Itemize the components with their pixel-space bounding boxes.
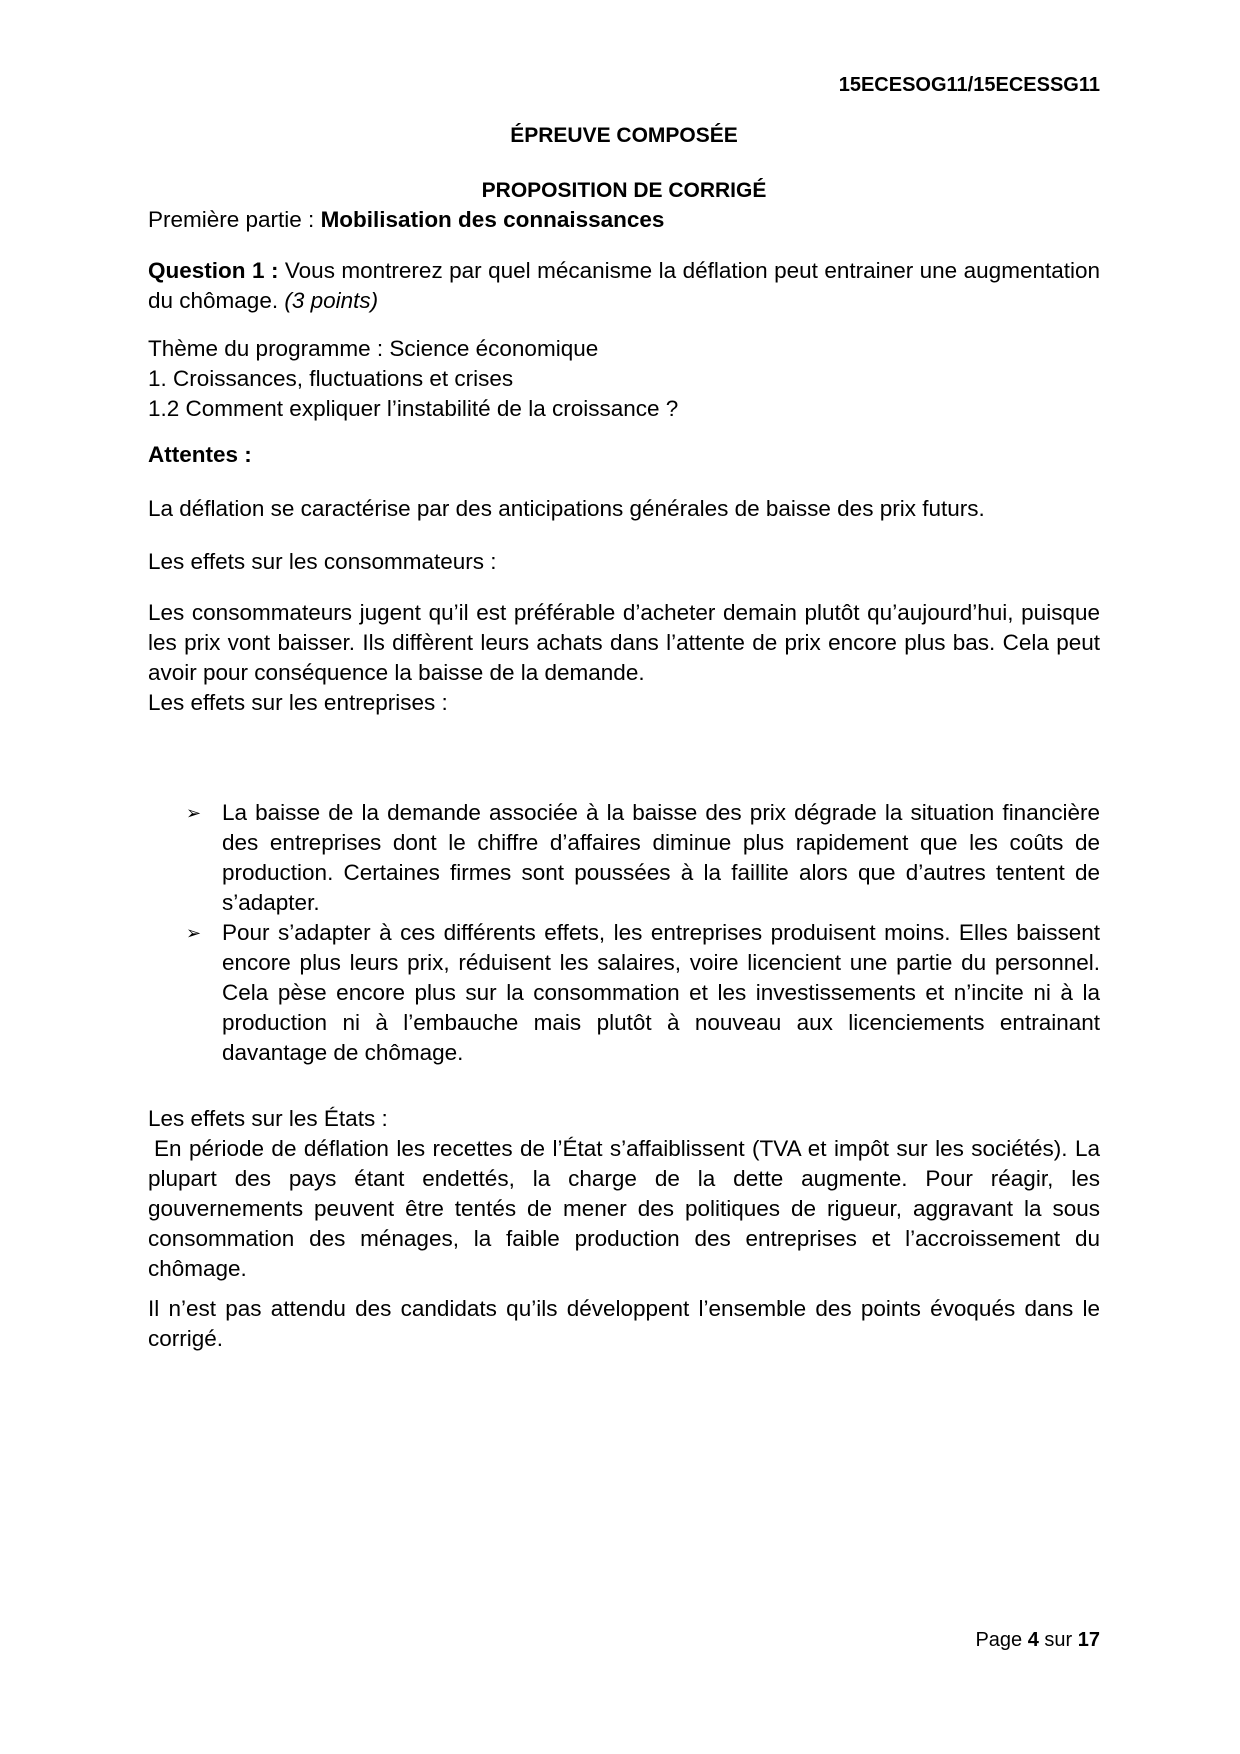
part-name: Mobilisation des connaissances bbox=[320, 207, 665, 232]
page-number: 4 bbox=[1027, 1629, 1039, 1651]
consumers-paragraph: Les consommateurs jugent qu’il est préférable d’acheter demain plutôt qu’aujourd’hui, puisque les prix vont baisser. Ils diffèrent leurs achats dans l’attente de prix encore plus bas. Cela peut avoir pour conséquence la baisse de la demande. bbox=[148, 600, 1100, 685]
firms-bullet-list bbox=[186, 798, 1100, 1068]
page-title: ÉPREUVE COMPOSÉE bbox=[510, 124, 738, 147]
states-heading: Les effets sur les États : bbox=[148, 1106, 388, 1131]
arrowhead-bullet-icon: ➢ bbox=[186, 803, 202, 823]
theme-line: Thème du programme : Science économique bbox=[148, 336, 599, 361]
document-page bbox=[148, 0, 1100, 1754]
theme-line: 1. Croissances, fluctuations et crises bbox=[148, 366, 514, 391]
page-label: Page bbox=[975, 1629, 1028, 1651]
page-footer bbox=[975, 1625, 1100, 1655]
consumers-heading: Les effets sur les consommateurs : bbox=[148, 549, 497, 574]
part-prefix: Première partie : bbox=[148, 207, 321, 232]
document-code: 15ECESOG11/15ECESSG11 bbox=[838, 74, 1100, 96]
bullet-text: La baisse de la demande associée à la baisse des prix dégrade la situation financière des entreprises dont le chiffre d’affaires diminue plus rapidement que les coûts de production. Certaines firmes sont poussées à la faillite alors que d’autres tentent de s’adapter. bbox=[222, 800, 1100, 915]
theme-line: 1.2 Comment expliquer l’instabilité de la croissance ? bbox=[148, 396, 679, 421]
page-of-label: sur bbox=[1038, 1629, 1078, 1651]
arrowhead-bullet-icon: ➢ bbox=[186, 923, 202, 943]
total-pages: 17 bbox=[1077, 1629, 1100, 1651]
list-item bbox=[186, 798, 1100, 918]
definition-paragraph: La déflation se caractérise par des anticipations générales de baisse des prix futurs. bbox=[148, 496, 985, 521]
firms-heading: Les effets sur les entreprises : bbox=[148, 690, 448, 715]
question-paragraph bbox=[148, 256, 1100, 316]
states-paragraph: En période de déflation les recettes de l’État s’affaiblissent (TVA et impôt sur les sociétés). La plupart des pays étant endettés, la charge de la dette augmente. Pour réagir, les gouvernements peuvent être tentés de mener des politiques de rigueur, aggravant la sous consommation des ménages, la faible production des entreprises et l’accroissement du chômage. bbox=[148, 1136, 1100, 1281]
part-heading bbox=[148, 205, 1100, 235]
expectations-heading: Attentes : bbox=[148, 442, 252, 467]
list-item bbox=[186, 918, 1100, 1068]
page-subtitle: PROPOSITION DE CORRIGÉ bbox=[481, 179, 767, 202]
theme-block bbox=[148, 334, 1100, 424]
question-text: Vous montrerez par quel mécanisme la déflation peut entrainer une augmentation du chômage. bbox=[148, 258, 1101, 313]
question-label: Question 1 : bbox=[148, 258, 285, 283]
question-points: (3 points) bbox=[284, 288, 379, 313]
closing-note: Il n’est pas attendu des candidats qu’ils développent l’ensemble des points évoqués dans le corrigé. bbox=[148, 1296, 1100, 1351]
bullet-text: Pour s’adapter à ces différents effets, les entreprises produisent moins. Elles baissent encore plus leurs prix, réduisent les salaires, voire licencient une partie du personnel. Cela pèse encore plus sur la consommation et les investissements et n’incite ni à la production ni à l’embauche mais plutôt à nouveau aux licenciements entrainant davantage de chômage. bbox=[222, 920, 1100, 1065]
